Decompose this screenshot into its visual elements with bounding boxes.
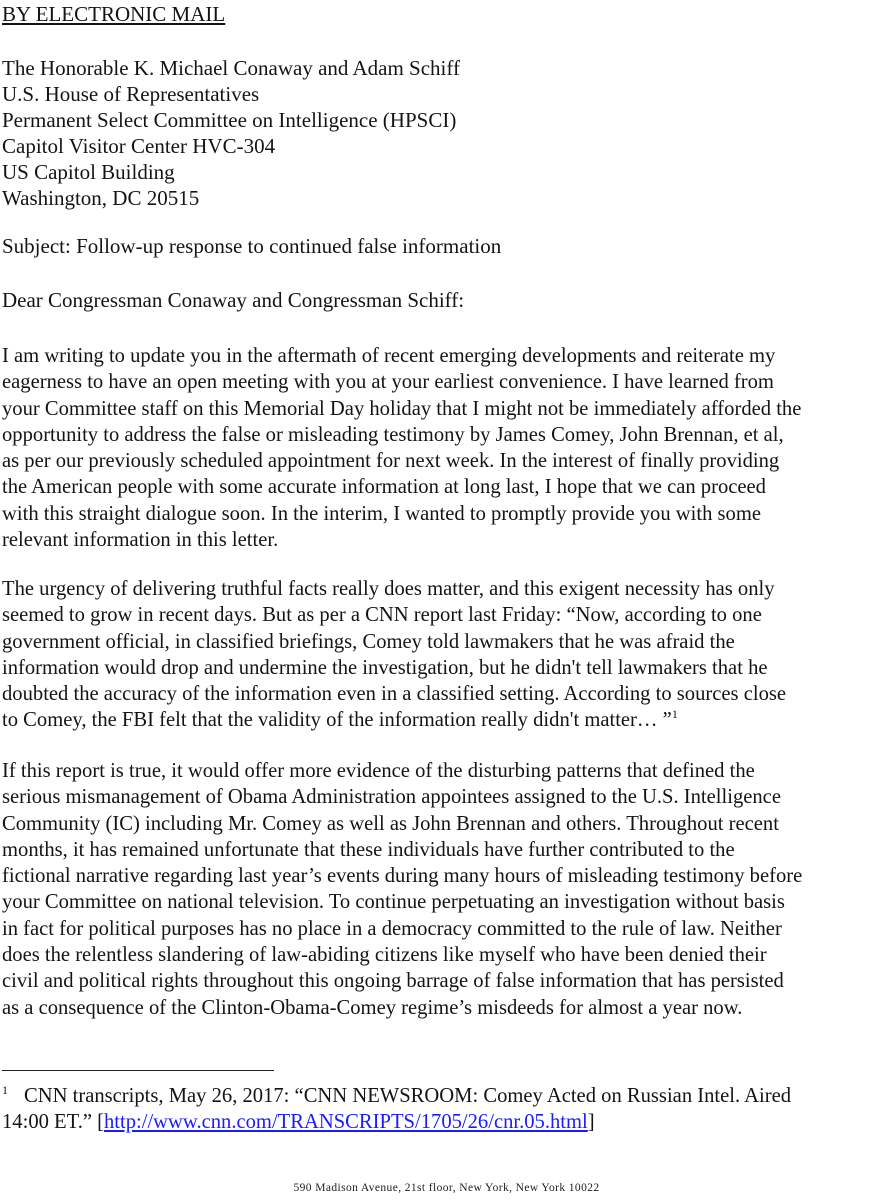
- footnote-text-prefix: 14:00 ET.” [: [2, 1111, 104, 1134]
- letterhead-footer-address: 590 Madison Avenue, 21st floor, New York, New York 10022: [293, 1182, 600, 1194]
- paragraph-line: the American people with some accurate information at long last, I hope that we can proceed: [2, 476, 766, 499]
- paragraph-line: as per our previously scheduled appointment for next week. In the interest of finally providing: [2, 450, 780, 473]
- address-line-committee: Permanent Select Committee on Intelligence (HPSCI): [2, 108, 457, 132]
- paragraph-line: opportunity to address the false or misleading testimony by James Comey, John Brennan, et al,: [2, 423, 784, 446]
- paragraph-line: as a consequence of the Clinton-Obama-Comey regime’s misdeeds for almost a year now.: [2, 996, 743, 1019]
- footnote-text-suffix: ]: [587, 1111, 595, 1134]
- address-line-visitor-center: Capitol Visitor Center HVC-304: [2, 134, 276, 158]
- paragraph-line: your Committee on national television. To continue perpetuating an investigation without basis: [2, 891, 785, 914]
- footnote-text: CNN transcripts, May 26, 2017: “CNN NEWSROOM: Comey Acted on Russian Intel. Aired: [24, 1085, 792, 1107]
- paragraph-line: months, it has remained unfortunate that these individuals have further contributed to the: [2, 838, 735, 861]
- paragraph-line: I am writing to update you in the aftermath of recent emerging developments and reiterate my: [2, 345, 776, 367]
- footnote: [2, 1083, 888, 1136]
- paragraph-line: The urgency of delivering truthful facts really does matter, and this exigent necessity has only: [2, 578, 775, 600]
- paragraph-line: does the relentless slandering of law-abiding citizens like myself who have been denied their: [2, 944, 767, 967]
- body-paragraph-1: [2, 343, 888, 553]
- delivery-method-heading: BY ELECTRONIC MAIL: [2, 2, 226, 26]
- address-line-house: U.S. House of Representatives: [2, 82, 260, 106]
- paragraph-line: seemed to grow in recent days. But as per a CNN report last Friday: “Now, according to one: [2, 604, 762, 627]
- paragraph-line: civil and political rights throughout this ongoing barrage of false information that has persisted: [2, 970, 784, 993]
- footnote-reference: 1: [671, 707, 678, 722]
- paragraph-line: with this straight dialogue soon. In the interim, I wanted to promptly provide you with some: [2, 502, 762, 525]
- address-line-recipients: The Honorable K. Michael Conaway and Adam Schiff: [2, 56, 460, 80]
- subject-line: Subject: Follow-up response to continued false information: [2, 234, 502, 258]
- footnote-mark: 1: [2, 1083, 8, 1098]
- footnote-line-2: [2, 1109, 888, 1135]
- footnote-line-1: [2, 1083, 888, 1109]
- paragraph-line: information would drop and undermine the investigation, but he didn't tell lawmakers that he: [2, 656, 768, 679]
- paragraph-line-text: to Comey, the FBI felt that the validity of the information really didn't matter… ”: [2, 709, 672, 732]
- address-line-city: Washington, DC 20515: [2, 186, 200, 210]
- salutation: Dear Congressman Conaway and Congressman Schiff:: [2, 288, 465, 312]
- paragraph-line: relevant information in this letter.: [2, 529, 279, 552]
- recipient-address-block: [2, 55, 460, 211]
- paragraph-line: in fact for political purposes has no place in a democracy committed to the rule of law. Neither: [2, 917, 782, 940]
- body-paragraph-3: [2, 758, 888, 1021]
- paragraph-line: [2, 707, 888, 733]
- body-paragraph-2: [2, 576, 888, 734]
- paragraph-line: your Committee staff on this Memorial Day holiday that I might not be immediately afforded the: [2, 397, 802, 420]
- paragraph-line: If this report is true, it would offer more evidence of the disturbing patterns that defined the: [2, 760, 755, 782]
- paragraph-line: fictional narrative regarding last year’s events during many hours of misleading testimony before: [2, 865, 803, 888]
- footnote-link[interactable]: http://www.cnn.com/TRANSCRIPTS/1705/26/cnr.05.html: [103, 1111, 588, 1134]
- paragraph-line: doubted the accuracy of the information even in a classified setting. According to sources close: [2, 683, 787, 706]
- footnote-divider: [2, 1070, 274, 1071]
- paragraph-line: Community (IC) including Mr. Comey as well as John Brennan and others. Throughout recent: [2, 812, 779, 835]
- paragraph-line: serious mismanagement of Obama Administration appointees assigned to the U.S. Intelligence: [2, 786, 781, 809]
- paragraph-line: government official, in classified briefings, Comey told lawmakers that he was afraid the: [2, 630, 735, 653]
- paragraph-line: eagerness to have an open meeting with you at your earliest convenience. I have learned from: [2, 371, 774, 394]
- address-line-building: US Capitol Building: [2, 160, 175, 184]
